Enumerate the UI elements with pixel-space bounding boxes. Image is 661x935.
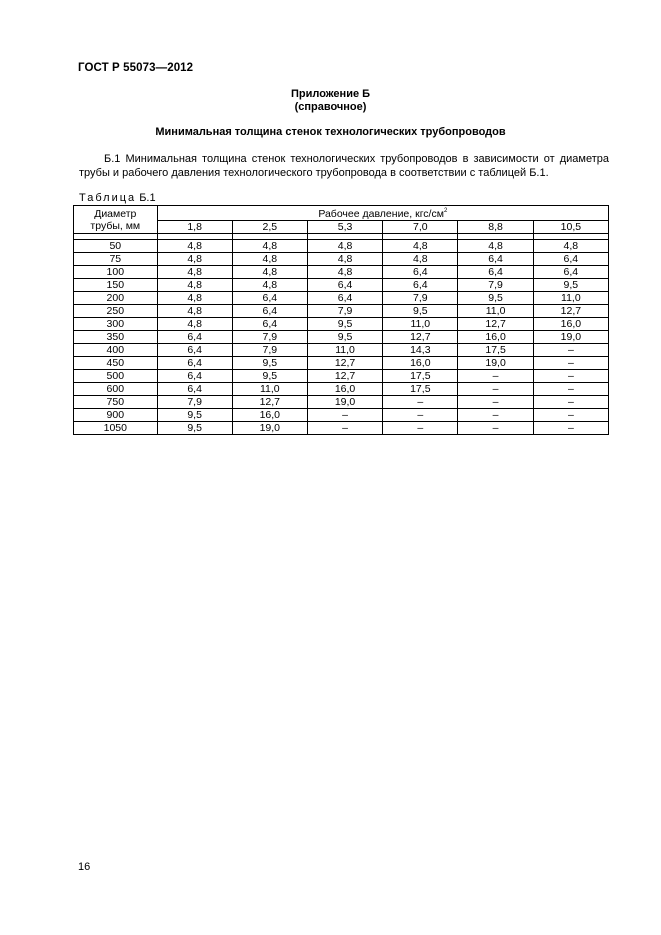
annex-subtitle: (справочное)	[294, 101, 367, 113]
thickness-cell: 11,0	[307, 344, 382, 357]
thickness-cell: 16,0	[533, 318, 608, 331]
thickness-cell: 9,5	[232, 370, 307, 383]
thickness-cell: –	[458, 383, 533, 396]
thickness-cell: 11,0	[383, 318, 458, 331]
table-row	[74, 409, 609, 422]
thickness-cell: –	[383, 409, 458, 422]
table-row	[74, 292, 609, 305]
thickness-cell: 4,8	[157, 305, 232, 318]
thickness-cell: 19,0	[307, 396, 382, 409]
thickness-cell: 4,8	[232, 253, 307, 266]
thickness-cell: –	[458, 422, 533, 435]
thickness-cell: 11,0	[533, 292, 608, 305]
thickness-cell: 17,5	[458, 344, 533, 357]
thickness-cell: 11,0	[458, 305, 533, 318]
thickness-cell: 4,8	[157, 240, 232, 253]
thickness-cell: 4,8	[157, 318, 232, 331]
thickness-cell: 7,9	[458, 279, 533, 292]
thickness-cell: 9,5	[458, 292, 533, 305]
pressure-header	[157, 206, 608, 221]
thickness-cell: 16,0	[458, 331, 533, 344]
thickness-cell: –	[458, 370, 533, 383]
thickness-cell: 4,8	[307, 266, 382, 279]
pressure-header-text: Рабочее давление, кгс/см	[318, 208, 444, 220]
annex-title: Приложение Б	[290, 88, 371, 100]
pressure-column-header: 1,8	[157, 221, 232, 234]
thickness-cell: 4,8	[307, 240, 382, 253]
thickness-cell: –	[533, 344, 608, 357]
thickness-cell: 19,0	[232, 422, 307, 435]
thickness-cell: 4,8	[157, 279, 232, 292]
thickness-cell: 4,8	[533, 240, 608, 253]
diameter-cell: 50	[74, 240, 158, 253]
thickness-cell: 4,8	[383, 253, 458, 266]
thickness-cell: 4,8	[458, 240, 533, 253]
thickness-cell: 4,8	[232, 266, 307, 279]
thickness-cell: 4,8	[232, 240, 307, 253]
thickness-cell: 9,5	[307, 318, 382, 331]
diameter-cell: 600	[74, 383, 158, 396]
table-row	[74, 370, 609, 383]
thickness-cell: 7,9	[383, 292, 458, 305]
table-row	[74, 344, 609, 357]
table-body	[74, 234, 609, 435]
thickness-cell: 6,4	[458, 266, 533, 279]
table-row	[74, 305, 609, 318]
thickness-cell: 4,8	[307, 253, 382, 266]
thickness-cell: 9,5	[383, 305, 458, 318]
table-row	[74, 357, 609, 370]
thickness-cell: 9,5	[157, 409, 232, 422]
thickness-cell: 12,7	[307, 357, 382, 370]
thickness-cell: 19,0	[533, 331, 608, 344]
thickness-cell: 4,8	[232, 279, 307, 292]
diameter-header	[74, 206, 158, 234]
thickness-cell: 12,7	[533, 305, 608, 318]
thickness-cell: 4,8	[157, 253, 232, 266]
table-caption	[79, 192, 156, 205]
thickness-cell: 7,9	[307, 305, 382, 318]
table-row	[74, 279, 609, 292]
thickness-cell: –	[533, 357, 608, 370]
thickness-cell: 14,3	[383, 344, 458, 357]
thickness-cell: –	[383, 422, 458, 435]
thickness-cell: 16,0	[307, 383, 382, 396]
thickness-cell: 6,4	[383, 266, 458, 279]
diameter-cell: 150	[74, 279, 158, 292]
thickness-cell: –	[533, 409, 608, 422]
document-code: ГОСТ Р 55073—2012	[78, 62, 194, 74]
wall-thickness-table	[73, 205, 609, 435]
table-row	[74, 253, 609, 266]
thickness-cell: 7,9	[232, 331, 307, 344]
thickness-cell: 6,4	[232, 305, 307, 318]
thickness-cell: 12,7	[458, 318, 533, 331]
thickness-cell: 6,4	[157, 331, 232, 344]
diameter-cell: 400	[74, 344, 158, 357]
thickness-cell: 6,4	[458, 253, 533, 266]
thickness-cell: 11,0	[232, 383, 307, 396]
thickness-cell: –	[458, 409, 533, 422]
pressure-column-header: 2,5	[232, 221, 307, 234]
thickness-cell: 6,4	[157, 357, 232, 370]
thickness-cell: 6,4	[232, 292, 307, 305]
table-row	[74, 331, 609, 344]
table-row	[74, 318, 609, 331]
thickness-cell: 19,0	[458, 357, 533, 370]
pressure-column-header: 8,8	[458, 221, 533, 234]
table-row	[74, 240, 609, 253]
thickness-cell: –	[383, 396, 458, 409]
page-number: 16	[78, 861, 91, 873]
thickness-cell: –	[533, 370, 608, 383]
thickness-cell: 9,5	[157, 422, 232, 435]
diameter-cell: 750	[74, 396, 158, 409]
diameter-cell: 300	[74, 318, 158, 331]
thickness-cell: 7,9	[232, 344, 307, 357]
thickness-cell: –	[533, 422, 608, 435]
thickness-cell: 9,5	[232, 357, 307, 370]
thickness-cell: 6,4	[157, 344, 232, 357]
thickness-cell: 6,4	[157, 383, 232, 396]
thickness-cell: –	[533, 396, 608, 409]
table-caption-number: Б.1	[139, 192, 156, 204]
thickness-cell: 6,4	[383, 279, 458, 292]
diameter-cell: 900	[74, 409, 158, 422]
thickness-cell: 9,5	[307, 331, 382, 344]
thickness-cell: –	[307, 409, 382, 422]
thickness-cell: 7,9	[157, 396, 232, 409]
table-row	[74, 422, 609, 435]
thickness-cell: 6,4	[533, 266, 608, 279]
thickness-cell: 17,5	[383, 383, 458, 396]
diameter-cell: 75	[74, 253, 158, 266]
thickness-cell: 4,8	[157, 266, 232, 279]
table-row	[74, 396, 609, 409]
pressure-header-sup: 2	[443, 208, 448, 214]
thickness-cell: 6,4	[307, 292, 382, 305]
section-heading: Минимальная толщина стенок технологических трубопроводов	[155, 126, 506, 138]
diameter-cell: 100	[74, 266, 158, 279]
thickness-cell: 17,5	[383, 370, 458, 383]
table-row	[74, 266, 609, 279]
diameter-cell: 1050	[74, 422, 158, 435]
thickness-cell: 12,7	[232, 396, 307, 409]
table-row	[74, 383, 609, 396]
thickness-cell: –	[533, 383, 608, 396]
diameter-cell: 500	[74, 370, 158, 383]
thickness-cell: 12,7	[307, 370, 382, 383]
pressure-column-header: 7,0	[383, 221, 458, 234]
table-caption-word: Таблица	[79, 192, 137, 204]
thickness-cell: 6,4	[232, 318, 307, 331]
body-paragraph: Б.1 Минимальная толщина стенок технологических трубопроводов в зависимости от диаметра трубы и рабочего давления технологического трубопровода в соответствии с таблицей Б.1.	[79, 153, 609, 179]
thickness-cell: 16,0	[232, 409, 307, 422]
diameter-header-line2: трубы, мм	[90, 219, 141, 232]
thickness-cell: 4,8	[383, 240, 458, 253]
thickness-cell: 4,8	[157, 292, 232, 305]
diameter-header-line1: Диаметр	[94, 207, 137, 220]
pressure-column-header: 10,5	[533, 221, 608, 234]
diameter-cell: 250	[74, 305, 158, 318]
thickness-cell: 9,5	[533, 279, 608, 292]
thickness-cell: 12,7	[383, 331, 458, 344]
pressure-column-header: 5,3	[307, 221, 382, 234]
diameter-cell: 200	[74, 292, 158, 305]
thickness-cell: 16,0	[383, 357, 458, 370]
thickness-cell: –	[307, 422, 382, 435]
thickness-cell: 6,4	[157, 370, 232, 383]
diameter-cell: 350	[74, 331, 158, 344]
thickness-cell: 6,4	[533, 253, 608, 266]
thickness-cell: –	[458, 396, 533, 409]
diameter-cell: 450	[74, 357, 158, 370]
thickness-cell: 6,4	[307, 279, 382, 292]
